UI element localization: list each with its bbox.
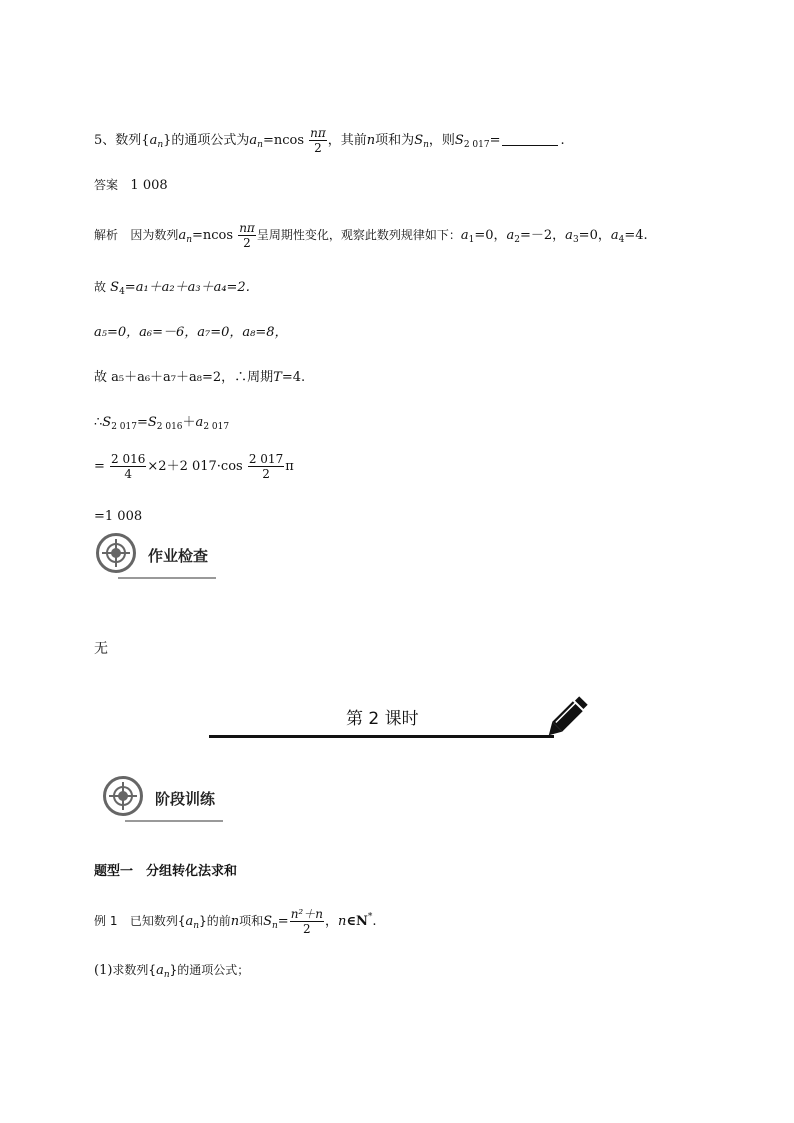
sub: 3: [572, 235, 579, 245]
text: =4.: [281, 370, 306, 385]
var-n: n: [338, 914, 347, 929]
text: }的通项公式为: [163, 133, 250, 148]
section-title: 作业检查: [148, 547, 209, 565]
analysis-line: [94, 221, 648, 250]
text: 项和: [239, 914, 264, 928]
period-line: [94, 366, 305, 385]
sub: 2 017: [111, 422, 137, 432]
part-label: (1): [94, 963, 113, 978]
text: =: [277, 914, 289, 929]
numerator: n²＋n: [290, 907, 323, 921]
value: =4.: [624, 228, 648, 243]
equation: 故 a₅＋a₆＋a₇＋a₈=2，∴周期: [94, 370, 274, 385]
equation: =a₁＋a₂＋a₃＋a₄=2.: [124, 280, 250, 295]
denominator: 2: [243, 236, 251, 250]
target-icon: [96, 533, 136, 573]
var-T: T: [273, 370, 282, 385]
denominator: 4: [124, 467, 133, 481]
text: =ncos: [192, 228, 234, 243]
text: 故: [94, 280, 107, 294]
sub-n: n: [423, 140, 429, 150]
denominator: 2: [303, 922, 311, 936]
text: 项和为: [375, 133, 415, 148]
var-a: a: [195, 415, 204, 430]
var-S: S: [414, 133, 424, 148]
text: =ncos: [262, 133, 305, 148]
var-S: S: [263, 914, 272, 929]
target-cross: [115, 539, 117, 567]
var-S: S: [102, 415, 112, 430]
sub-n: n: [257, 140, 263, 150]
answer-line: [94, 176, 168, 193]
text: 无: [94, 641, 108, 657]
text: 已知数列{: [129, 914, 186, 928]
fraction: [309, 126, 327, 155]
value: =0，: [578, 228, 611, 243]
problem-5-line: [94, 126, 565, 155]
var-S: S: [110, 280, 120, 295]
problem-number: 5、: [94, 133, 116, 148]
var-a: a: [185, 914, 194, 929]
example-label: 例 1: [94, 914, 118, 928]
sub-4: 4: [119, 287, 125, 297]
analysis-label: 解析: [94, 228, 119, 242]
text: }的通项公式；: [169, 963, 250, 977]
var-a: a: [506, 228, 515, 243]
numerator: 2 017: [248, 452, 284, 466]
lesson-rule: [209, 735, 554, 738]
numerator: nπ: [239, 221, 255, 235]
sub-n: n: [163, 970, 170, 980]
text: =: [94, 459, 105, 474]
answer-label: 答案: [94, 178, 119, 192]
sub: 2 016: [156, 422, 183, 432]
text: 呈周期性变化，观察此数列规律如下：: [256, 228, 461, 242]
var-a: a: [565, 228, 573, 243]
sub-n: n: [157, 140, 164, 150]
type-1-heading: [94, 860, 237, 879]
fraction: [290, 907, 324, 936]
text: ∈N: [346, 914, 368, 929]
text: =: [489, 133, 501, 148]
superscript: *: [367, 912, 373, 922]
equation: a₅=0，a₆=－6，a₇=0，a₈=8，: [94, 325, 288, 340]
text: ×2＋2 017·cos: [147, 459, 243, 474]
part-1-line: [94, 961, 249, 980]
var-a: a: [178, 228, 187, 243]
numerator: 2 016: [111, 452, 146, 466]
var-S: S: [147, 415, 157, 430]
section-badge-homework: [96, 533, 226, 583]
fraction: [248, 452, 284, 481]
a5-a8-line: [94, 321, 288, 340]
sub-n: n: [193, 921, 200, 931]
text: 因为数列: [130, 228, 179, 242]
text: .: [560, 133, 565, 148]
sub-2017: 2 017: [463, 140, 490, 150]
fraction: [238, 221, 256, 250]
var-a: a: [156, 963, 164, 978]
text: 数列{: [115, 133, 150, 148]
var-n: n: [230, 914, 240, 929]
var-a: a: [149, 133, 158, 148]
answer-value: 1 008: [130, 178, 168, 193]
text: π: [285, 459, 294, 474]
value: =－2，: [520, 228, 566, 243]
numerator: nπ: [310, 126, 326, 140]
text: .: [372, 914, 377, 929]
text: ＋: [182, 415, 196, 430]
pencil-icon: [542, 686, 598, 742]
sub-n: n: [186, 235, 192, 245]
section-badge-training: [103, 776, 233, 826]
text: 求数列{: [112, 963, 157, 977]
var-a: a: [610, 228, 619, 243]
sub: 4: [618, 235, 625, 245]
sub: 2: [514, 235, 520, 245]
s4-line: [94, 276, 250, 297]
section-underline: [118, 577, 216, 579]
section-title: 阶段训练: [155, 790, 216, 808]
calc-line: [94, 452, 294, 481]
text: =: [136, 415, 148, 430]
lesson-title: 第 2 课时: [346, 709, 419, 729]
s2017-line: [94, 411, 229, 432]
sub: 2 017: [203, 422, 230, 432]
text: }的前: [199, 914, 231, 928]
value: =0，: [474, 228, 507, 243]
fraction: [110, 452, 146, 481]
example-1-line: [94, 907, 377, 936]
text: ，则: [428, 133, 455, 148]
sub-n: n: [272, 921, 278, 931]
denominator: 2: [314, 141, 322, 155]
target-cross: [122, 782, 124, 810]
therefore-symbol: ∴: [94, 415, 103, 430]
text: ，: [324, 914, 338, 929]
result: =1 008: [94, 509, 143, 521]
answer-blank: [502, 144, 558, 146]
var-S: S: [454, 133, 464, 148]
var-a: a: [249, 133, 258, 148]
text: ，其前: [327, 133, 367, 148]
sub: 1: [468, 235, 475, 245]
result-line: [94, 509, 142, 521]
section-underline: [125, 820, 223, 822]
homework-content: [94, 638, 108, 658]
var-n: n: [366, 133, 376, 148]
denominator: 2: [262, 467, 270, 481]
target-icon: [103, 776, 143, 816]
var-a: a: [460, 228, 469, 243]
text: 题型一 分组转化法求和: [94, 864, 238, 879]
